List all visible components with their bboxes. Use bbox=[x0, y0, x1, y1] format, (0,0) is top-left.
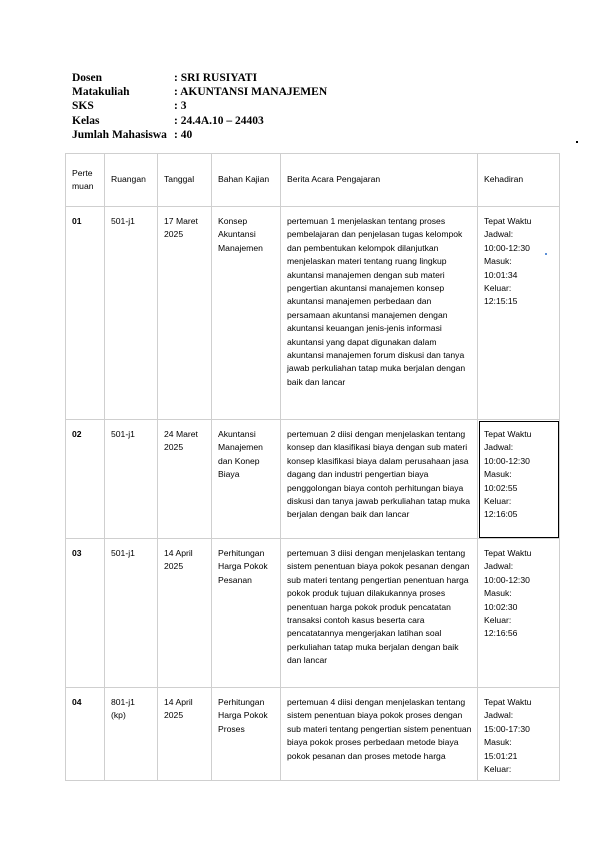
cell-berita-acara: pertemuan 4 diisi dengan menjelaskan tentang sistem penentuan biaya pokok proses dengan sub materi tentang pengertian sistem penentuan biaya pokok proses perbedaan metode biaya pokok pesanan dan proses metode harga bbox=[281, 688, 478, 781]
kehadiran-keluar-label: Keluar: bbox=[484, 496, 512, 507]
header-label: Dosen bbox=[72, 72, 103, 84]
cell-ruangan: 501-j1 bbox=[105, 420, 158, 539]
column-header-kehadiran: Kehadiran bbox=[478, 154, 560, 207]
cell-pertemuan: 01 bbox=[66, 207, 105, 420]
cell-ruangan: 801-j1 (kp) bbox=[105, 688, 158, 781]
attendance-table bbox=[65, 153, 560, 781]
header-row-jumlah-mahasiswa bbox=[72, 128, 327, 142]
column-header-bahan-kajian: Bahan Kajian bbox=[212, 154, 281, 207]
cell-tanggal: 14 April 2025 bbox=[158, 688, 212, 781]
cell-berita-acara: pertemuan 2 diisi dengan menjelaskan tentang konsep dan klasifikasi biaya dengan sub materi konsep klasifikasi biaya dalam perusahaan jasa dagang dan industri pengertian biaya penggolongan biaya contoh perhitungan biaya diskusi dan tanya jawab perkuliahan tatap muka berjalan dengan baik dan lancar bbox=[281, 420, 478, 539]
cell-bahan-kajian: Konsep Akuntansi Manajemen bbox=[212, 207, 281, 420]
kehadiran-masuk: 10:02:30 bbox=[484, 601, 518, 612]
kehadiran-keluar: 12:15:15 bbox=[484, 296, 518, 307]
cell-tanggal: 24 Maret 2025 bbox=[158, 420, 212, 539]
kehadiran-keluar-label: Keluar: bbox=[484, 615, 512, 626]
cell-bahan-kajian: Akuntansi Manajemen dan Konep Biaya bbox=[212, 420, 281, 539]
header-value: : AKUNTANSI MANAJEMEN bbox=[174, 86, 328, 99]
kehadiran-jadwal: 10:00-12:30 bbox=[484, 574, 530, 585]
column-header-ruangan: Ruangan bbox=[105, 154, 158, 207]
cell-berita-acara: pertemuan 1 menjelaskan tentang proses pembelajaran dan penjelasan tugas kelompok dan pembentukan kelompok dilanjutkan menjelaskan materi tentang ruang lingkup akuntansi manajemen dengan sub materi pengertian akuntansi manajemen konsep akuntansi manajemen perbedaan dan persamaan akuntansi manajemen dengan akuntansi keuangan jenis-jenis informasi akuntansi yang dapat digunakan dalam akuntansi manajemen forum diskusi dan tanya jawab perkuliahan tatap muka berjalan dengan baik dan lancar bbox=[281, 207, 478, 420]
column-header-berita-acara: Berita Acara Pengajaran bbox=[281, 154, 478, 207]
kehadiran-masuk: 10:01:34 bbox=[484, 269, 518, 280]
column-header-tanggal: Tanggal bbox=[158, 154, 212, 207]
table-row bbox=[66, 420, 560, 539]
table-header-row bbox=[66, 154, 560, 207]
kehadiran-keluar: 12:16:05 bbox=[484, 509, 518, 520]
kehadiran-masuk: 15:01:21 bbox=[484, 750, 518, 761]
header-row-matakuliah bbox=[72, 85, 327, 99]
kehadiran-keluar: 12:16:56 bbox=[484, 628, 518, 639]
kehadiran-status: Tepat Waktu bbox=[484, 216, 532, 226]
table-row bbox=[66, 688, 560, 781]
cell-pertemuan: 04 bbox=[66, 688, 105, 781]
column-header-pertemuan: Perte muan bbox=[66, 154, 105, 207]
header-label: Jumlah Mahasiswa bbox=[72, 128, 167, 141]
kehadiran-masuk-label: Masuk: bbox=[484, 588, 512, 599]
table-row bbox=[66, 539, 560, 688]
header-value: : 3 bbox=[174, 100, 187, 113]
stray-mark bbox=[576, 141, 578, 143]
header-label: Kelas bbox=[72, 114, 100, 127]
header-row-dosen bbox=[72, 71, 327, 85]
kehadiran-jadwal-label: Jadwal: bbox=[484, 710, 514, 721]
kehadiran-status: Tepat Waktu bbox=[484, 548, 532, 558]
cell-bahan-kajian: Perhitungan Harga Pokok Proses bbox=[212, 688, 281, 781]
cell-berita-acara: pertemuan 3 diisi dengan menjelaskan tentang sistem penentuan biaya pokok pesanan dengan sub materi tentang pengertian penentuan harga pokok produk tujuan dilakukannya proses penentuan harga pokok produk pencatatan transaksi contoh kasus beserta cara pencatatannya mengerjakan latihan soal perkuliahan tatap muka berjalan dengan baik dan lancar bbox=[281, 539, 478, 688]
header-value: : 40 bbox=[174, 128, 193, 141]
cell-ruangan: 501-j1 bbox=[105, 539, 158, 688]
cell-pertemuan: 02 bbox=[66, 420, 105, 539]
kehadiran-jadwal: 10:00-12:30 bbox=[484, 455, 530, 466]
cell-tanggal: 17 Maret 2025 bbox=[158, 207, 212, 420]
kehadiran-keluar-label: Keluar: bbox=[484, 764, 512, 775]
kehadiran-masuk-label: Masuk: bbox=[484, 469, 512, 480]
kehadiran-jadwal-label: Jadwal: bbox=[484, 561, 514, 572]
kehadiran-masuk: 10:02:55 bbox=[484, 482, 518, 493]
cell-kehadiran bbox=[478, 207, 560, 420]
cell-kehadiran bbox=[478, 420, 560, 539]
kehadiran-keluar-label: Keluar: bbox=[484, 283, 512, 294]
kehadiran-jadwal-label: Jadwal: bbox=[484, 229, 514, 240]
kehadiran-masuk-label: Masuk: bbox=[484, 737, 512, 748]
cell-kehadiran bbox=[478, 688, 560, 781]
header-row-kelas bbox=[72, 114, 327, 128]
kehadiran-status: Tepat Waktu bbox=[484, 429, 532, 439]
kehadiran-jadwal: 10:00-12:30 bbox=[484, 242, 530, 253]
header-value: : SRI RUSIYATI bbox=[174, 72, 258, 84]
header-label: SKS bbox=[72, 100, 94, 113]
header-value: : 24.4A.10 – 24403 bbox=[174, 114, 264, 127]
kehadiran-masuk-label: Masuk: bbox=[484, 256, 512, 267]
kehadiran-jadwal: 15:00-17:30 bbox=[484, 723, 530, 734]
kehadiran-jadwal-label: Jadwal: bbox=[484, 442, 514, 453]
cell-tanggal: 14 April 2025 bbox=[158, 539, 212, 688]
header-row-sks bbox=[72, 99, 327, 113]
cell-ruangan: 501-j1 bbox=[105, 207, 158, 420]
cell-bahan-kajian: Perhitungan Harga Pokok Pesanan bbox=[212, 539, 281, 688]
kehadiran-status: Tepat Waktu bbox=[484, 697, 532, 707]
cell-pertemuan: 03 bbox=[66, 539, 105, 688]
header-label: Matakuliah bbox=[72, 86, 130, 99]
document-header bbox=[72, 71, 327, 142]
table-row bbox=[66, 207, 560, 420]
cell-kehadiran bbox=[478, 539, 560, 688]
